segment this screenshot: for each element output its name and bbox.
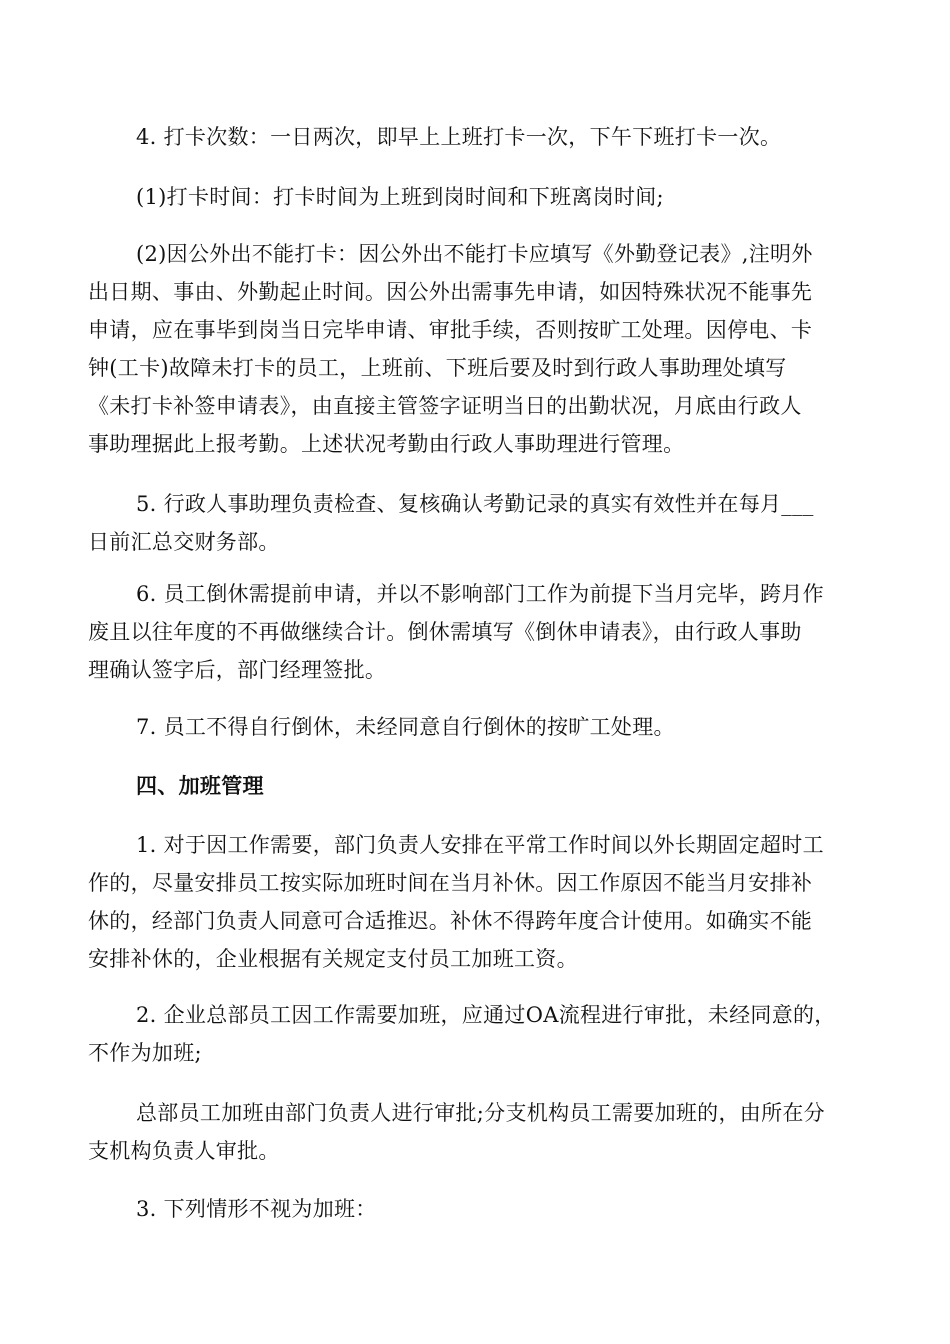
text-line: (1)打卡时间：打卡时间为上班到岗时间和下班离岗时间;	[136, 185, 664, 209]
text-line: 3. 下列情形不视为加班：	[136, 1197, 377, 1221]
paragraph-overtime-approval	[88, 996, 860, 1072]
text-line: 安排补休的，企业根据有关规定支付员工加班工资。	[88, 947, 578, 971]
paragraph-compensatory-leave	[88, 575, 860, 689]
text-line: 四、加班管理	[136, 773, 264, 798]
text-line: 《未打卡补签申请表》，由直接主管签字证明当日的出勤状况，月底由行政人	[88, 394, 802, 418]
text-line: (2)因公外出不能打卡：因公外出不能打卡应填写《外勤登记表》,注明外	[136, 242, 813, 266]
text-line: 钟(工卡)故障未打卡的员工，上班前、下班后要及时到行政人事助理处填写	[88, 356, 787, 380]
text-line: 事助理据此上报考勤。上述状况考勤由行政人事助理进行管理。	[88, 432, 685, 456]
paragraph-overtime-arrangement	[88, 826, 860, 978]
paragraph-attendance-review	[88, 485, 860, 561]
paragraph-approval-authority	[88, 1094, 860, 1170]
text-line: 5. 行政人事助理负责检查、复核确认考勤记录的真实有效性并在每月___	[136, 492, 814, 516]
text-line: 支机构负责人审批。	[88, 1139, 280, 1163]
text-line: 2. 企业总部员工因工作需要加班，应通过OA流程进行审批，未经同意的，	[136, 1003, 836, 1027]
text-line: 7. 员工不得自行倒休，未经同意自行倒休的按旷工处理。	[136, 715, 675, 739]
text-line: 日前汇总交财务部。	[88, 530, 280, 554]
text-line: 理确认签字后，部门经理签批。	[88, 658, 387, 682]
text-line: 不作为加班;	[88, 1041, 202, 1065]
paragraph-no-self-leave	[88, 708, 860, 746]
paragraph-not-overtime	[88, 1190, 860, 1228]
text-line: 休的，经部门负责人同意可合适推迟。补休不得跨年度合计使用。如确实不能	[88, 909, 813, 933]
text-line: 废且以往年度的不再做继续合计。倒休需填写《倒休申请表》，由行政人事助	[88, 620, 802, 644]
section-heading-overtime	[88, 767, 860, 805]
text-line: 作的，尽量安排员工按实际加班时间在当月补休。因工作原因不能当月安排补	[88, 871, 813, 895]
paragraph-clock-in-time	[88, 178, 860, 216]
paragraph-clock-in-count	[88, 118, 860, 156]
text-line: 申请，应在事毕到岗当日完毕申请、审批手续，否则按旷工处理。因停电、卡	[88, 318, 813, 342]
text-line: 6. 员工倒休需提前申请，并以不影响部门工作为前提下当月完毕，跨月作	[136, 582, 824, 606]
text-line: 总部员工加班由部门负责人进行审批;分支机构员工需要加班的，由所在分	[136, 1101, 825, 1125]
text-line: 4. 打卡次数：一日两次，即早上上班打卡一次，下午下班打卡一次。	[136, 125, 782, 149]
paragraph-out-of-office	[88, 235, 860, 463]
text-line: 出日期、事由、外勤起止时间。因公外出需事先申请，如因特殊状况不能事先	[88, 280, 813, 304]
text-line: 1. 对于因工作需要，部门负责人安排在平常工作时间以外长期固定超时工	[136, 833, 824, 857]
